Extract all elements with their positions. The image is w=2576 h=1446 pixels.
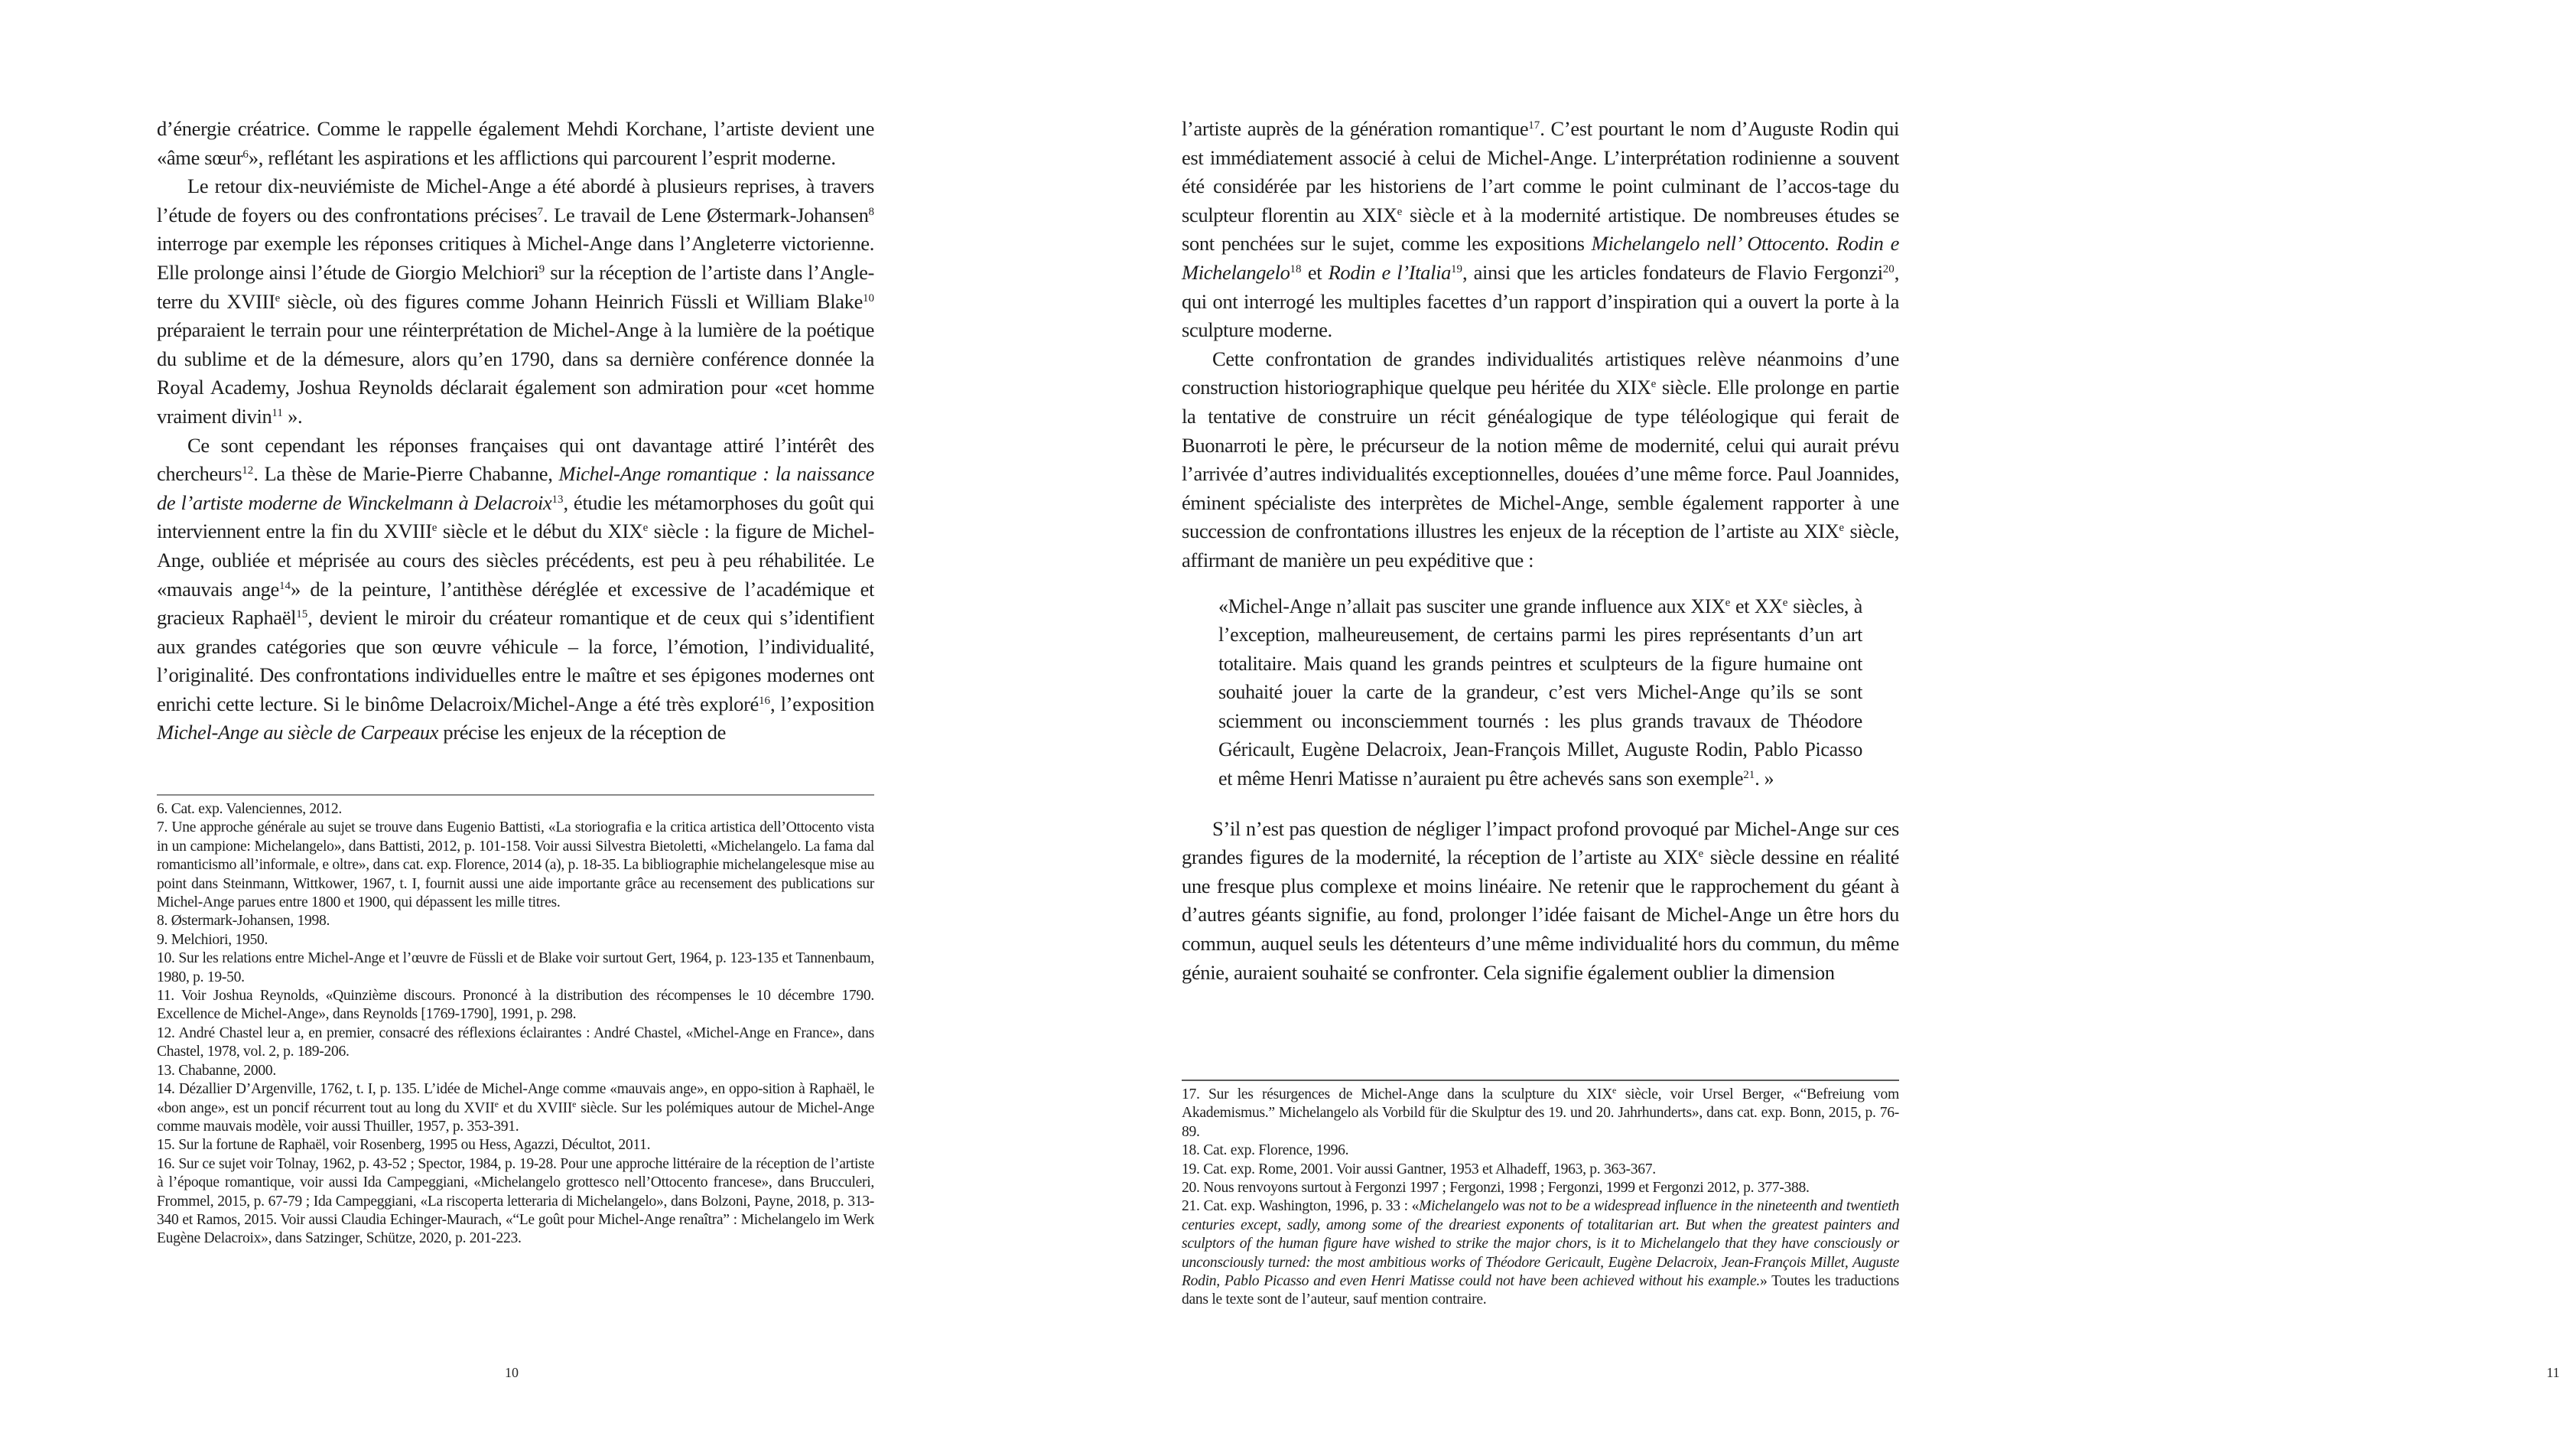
footnote: 10. Sur les relations entre Michel-Ange et l’œuvre de Füssli et de Blake voir surtout Gert, 1964, p. 123-135 et Tannenbaum, 1980, p. 19-50. xyxy=(157,950,874,985)
left-page xyxy=(0,0,1023,1446)
footnote-reference: e xyxy=(431,522,437,535)
footnote-reference: e xyxy=(1839,522,1845,535)
paragraph: l’artiste auprès de la génération romantique$^{17}$. C’est pourtant le nom d’Auguste Rodin qui est immédiatement associé à celui de Michel-Ange. L’interprétation rodinienne a souvent été considérée par les historiens de l’art comme le point culminant de l’accos-tage du sculpteur florentin au XIXe siècle et à la modernité artistique. De nombreuses études se sont penchées sur le sujet, comme les expositions Michelangelo nell’ Ottocento. Rodin e Michelangelo$^{18}$ et Rodin e l’Italia$^{19}$, ainsi que les articles fondateurs de Flavio Fergonzi$^{20}$, qui ont interrogé les multiples facettes d’un rapport d’inspiration qui a ouvert la porte à la sculpture moderne. xyxy=(1182,117,1900,342)
block-quote xyxy=(1218,592,1862,793)
paragraph: S’il n’est pas question de négliger l’impact profond provoqué par Michel-Ange sur ces grandes figures de la modernité, la réception de l’artiste au XIXe siècle dessine en réalité une fresque plus complexe et moins linéaire. Ne retenir que le rapprochement du géant à d’autres géants signifie, au fond, prolonger l’idée faisant de Michel-Ange un être hors du commun, auquel seuls les détenteurs d’une même individualité hors du commun, du même génie, auraient souhaité se confronter. Cela signifie également oublier la dimension xyxy=(1182,816,1899,984)
footnote-reference: 12 xyxy=(242,464,254,477)
footnote: 21. Cat. exp. Washington, 1996, p. 33 : «Michelangelo was not to be a widespread influence in the nineteenth and twentieth centuries except, sadly, among some of the dreariest exponents of totalitarian art. But when the greatest painters and sculptors of the human figure have wished to strike the major chors, is it to Michelangelo that they have consciously or unconsciously turned: the most ambitious works of Théodore Gericault, Eugène Delacroix, Jean-François Millet, Auguste Rodin, Pablo Picasso and even Henri Matisse could not have been achieved without his example.» Toutes les traductions dans le texte sont de l’auteur, sauf mention contraire. xyxy=(1182,1198,1899,1308)
footnote-reference: 18 xyxy=(1290,262,1302,275)
footnote-reference: 14 xyxy=(278,579,291,592)
footnote-reference: 16 xyxy=(758,694,770,707)
footnote-reference: e xyxy=(642,522,649,535)
page-number: 11 xyxy=(2546,1365,2560,1380)
right-body-text xyxy=(1182,115,1899,987)
left-footnotes xyxy=(157,800,874,1249)
footnote-reference: e xyxy=(572,1098,577,1109)
footnote: 6. Cat. exp. Valenciennes, 2012. xyxy=(157,801,342,817)
footnote: 17. Sur les résurgences de Michel-Ange dans la sculpture du XIXe siècle, voir Ursel Berger, «“Befreiung vom Akademismus.” Michelangelo als Vorbild für die Skulptur des 19. und 20. Jahrhunderts», dans cat. exp. Bonn, 2015, p. 76-89. xyxy=(1182,1085,1899,1140)
paragraph: Ce sont cependant les réponses françaises qui ont davantage attiré l’intérêt des chercheurs$^{12}$. La thèse de Marie-Pierre Chabanne, Michel-Ange romantique : la naissance de l’artiste moderne de Winckelmann à Delacroix$^{13}$, étudie les métamorphoses du goût qui interviennent entre la fin du XVIIIe siècle et le début du XIXe siècle : la figure de Michel-Ange, oubliée et méprisée au cours des siècles précédents, est peu à peu réhabilitée. Le «mauvais ange$^{14}$» de la peinture, l’antithèse déréglée et excessive de l’académique et gracieux Raphaël$^{15}$, devient le miroir du créateur romantique et de ceux qui s’identifient aux grandes catégories que son œuvre véhicule – la force, l’émotion, l’individualité, l’originalité. Des confrontations individuelles entre le maître et ses épigones modernes ont enrichi cette lecture. Si le binôme Delacroix/Michel-Ange a été très exploré$^{16}$, l’exposition Michel-Ange au siècle de Carpeaux précise les enjeux de la réception de xyxy=(157,433,875,744)
footnote-reference: 15 xyxy=(296,608,308,621)
page-number: 10 xyxy=(505,1365,519,1380)
footnote: 11. Voir Joshua Reynolds, «Quinzième discours. Prononcé à la distribution des récompenses le 10 décembre 1790. Excellence de Michel-Ange», dans Reynolds [1769-1790], 1991, p. 298. xyxy=(157,988,874,1023)
footnote-reference: 10 xyxy=(863,291,874,305)
footnote-reference: 6 xyxy=(242,148,249,161)
footnote: 14. Dézallier D’Argenville, 1762, t. I, p. 135. L’idée de Michel-Ange comme «mauvais ange», en oppo-sition à Raphaël, le «bon ange», est un poncif récurrent tout au long du XVIIe et du XVIIIe siècle. Sur les polémiques autour de Michel-Ange comme mauvais modèle, voir aussi Thuiller, 1957, p. 353-391. xyxy=(157,1081,874,1135)
footnote-reference: 8 xyxy=(868,205,874,218)
italic-title: Michel-Ange romantique : la naissance de l’artiste moderne de Winckelmann à Delacroix xyxy=(157,462,875,514)
footnote-reference: 21 xyxy=(1743,769,1755,782)
footnote: 19. Cat. exp. Rome, 2001. Voir aussi Gantner, 1953 et Alhadeff, 1963, p. 363-367. xyxy=(1182,1161,1656,1177)
footnote-separator xyxy=(1182,1080,1899,1081)
footnote: 18. Cat. exp. Florence, 1996. xyxy=(1182,1142,1349,1159)
footnote-reference: 17 xyxy=(1528,119,1540,132)
footnote-reference: 13 xyxy=(551,493,564,506)
quote-text: «Michel-Ange n’allait pas susciter une grande influence aux XIXe et XXe siècles, à l’exception, malheureusement, de certains parmi les pires représentants d’un art totalitaire. Mais quand les grands peintres et sculpteurs de la figure humaine ont souhaité jouer la carte de la grandeur, c’est vers Michel-Ange qu’ils se sont sciemment ou inconsciemment tournés : les plus grands travaux de Théodore Géricault, Eugène Delacroix, Jean-François Millet, Auguste Rodin, Pablo Picasso et même Henri Matisse n’auraient pu être achevés sans son exemple$^{21}$. » xyxy=(1218,594,1863,790)
paragraph: d’énergie créatrice. Comme le rappelle également Mehdi Korchane, l’artiste devient une «âme sœur$^6$», reflétant les aspirations et les afflictions qui parcourent l’esprit moderne. xyxy=(157,117,874,169)
italic-title: Michel-Ange au siècle de Carpeaux xyxy=(157,721,439,744)
footnote: 8. Østermark-Johansen, 1998. xyxy=(157,913,330,930)
italic-title: Michelangelo nell’ Ottocento. Rodin e Michelangelo xyxy=(1182,232,1899,284)
footnote-reference: e xyxy=(275,291,281,305)
footnote: 16. Sur ce sujet voir Tolnay, 1962, p. 43-52 ; Spector, 1984, p. 19-28. Pour une approche littéraire de la réception de l’artiste à l’époque romantique, voir aussi Ida Campeggiani, «Michelangelo grottesco nell’Ottocento francese», dans Brucculeri, Frommel, 2015, p. 67-79 ; Ida Campeggiani, «La riscoperta letteraria di Michelangelo», dans Bolzoni, Payne, 2018, p. 313-340 et Ramos, 2015. Voir aussi Claudia Echinger-Maurach, «“Le goût pour Michel-Ange renaîtra” : Michelangelo im Werk Eugène Delacroix», dans Satzinger, Schütze, 2020, p. 201-223. xyxy=(157,1155,874,1247)
paragraph: Cette confrontation de grandes individualités artistiques relève néanmoins d’une construction historiographique quelque peu héritée du XIXe siècle. Elle prolonge en partie la tentative de construire un récit généalogique de type téléologique qui ferait de Buonarroti le père, le précurseur de la notion même de modernité, celui qui aurait prévu l’arrivée d’autres individualités exceptionnelles, douées d’une même force. Paul Joannides, éminent spécialiste des interprètes de Michel-Ange, semble également rapporter à une succession de confrontations illustres les enjeux de la réception de l’artiste au XIXe siècle, affirmant de manière un peu expéditive que : xyxy=(1182,347,1899,572)
footnote-reference: 19 xyxy=(1451,262,1463,275)
footnote-reference: 7 xyxy=(537,205,544,218)
paragraphs-before-quote xyxy=(1182,115,1899,575)
footnote: 13. Chabanne, 2000. xyxy=(157,1062,276,1079)
footnote-reference: 20 xyxy=(1882,262,1895,275)
italic-title: Rodin e l’Italia xyxy=(1328,260,1452,284)
right-footnotes xyxy=(1182,1086,1899,1310)
footnote-reference: 9 xyxy=(538,262,545,275)
footnote-reference: 11 xyxy=(272,406,283,419)
footnote: 15. Sur la fortune de Raphaël, voir Rosenberg, 1995 ou Hess, Agazzi, Décultot, 2011. xyxy=(157,1137,651,1154)
footnote-reference: e xyxy=(1612,1085,1617,1096)
right-page xyxy=(1024,0,2560,1446)
footnote-reference: e xyxy=(1651,378,1657,391)
paragraphs-after-quote xyxy=(1182,815,1899,988)
footnote: 20. Nous renvoyons surtout à Fergonzi 1997 ; Fergonzi, 1998 ; Fergonzi, 1999 et Fergonzi 2012, p. 377-388. xyxy=(1182,1180,1810,1197)
footnote-reference: e xyxy=(1782,596,1788,609)
footnote: 9. Melchiori, 1950. xyxy=(157,931,268,948)
left-body-text xyxy=(157,115,874,747)
footnote-reference: e xyxy=(1698,848,1704,861)
paragraph: Le retour dix-neuviémiste de Michel-Ange a été abordé à plusieurs reprises, à travers l’étude de foyers ou des confrontations précises$^7$. Le travail de Lene Østermark-Johansen$^8$ interroge par exemple les réponses critiques à Michel-Ange dans l’Angleterre victorienne. Elle prolonge ainsi l’étude de Giorgio Melchiori$^9$ sur la réception de l’artiste dans l’Angle-terre du XVIIIe siècle, où des figures comme Johann Heinrich Füssli et William Blake$^{10}$ préparaient le terrain pour une réinterprétation de Michel-Ange à la lumière de la poétique du sublime et de la démesure, alors qu’en 1790, dans sa dernière conférence donnée la Royal Academy, Joshua Reynolds déclarait également son admiration pour «cet homme vraiment divin$^{11}$ ». xyxy=(157,174,875,428)
footnote-reference: e xyxy=(1725,596,1731,609)
italic-title: Michelangelo was not to be a widespread influence in the nineteenth and twentieth centuries except, sadly, among some of the dreariest exponents of totalitarian art. But when the greatest painters and sculptors of the human figure have wished to strike the major chors, is it to Michelangelo that they have consciously or unconsciously turned: the most ambitious works of Théodore Gericault, Eugène Delacroix, Jean-François Millet, Auguste Rodin, Pablo Picasso and even Henri Matisse could not have been achieved without his example. xyxy=(1182,1198,1899,1290)
footnote-reference: e xyxy=(1397,205,1403,218)
footnote-reference: e xyxy=(494,1098,499,1109)
footnote: 12. André Chastel leur a, en premier, consacré des réflexions éclairantes : André Chastel, «Michel-Ange en France», dans Chastel, 1978, vol. 2, p. 189-206. xyxy=(157,1024,874,1060)
footnote: 7. Une approche générale au sujet se trouve dans Eugenio Battisti, «La storiografia e la critica artistica dell’Ottocento vista in un campione: Michelangelo», dans Battisti, 2012, p. 101-158. Voir aussi Silvestra Bietoletti, «Michelangelo. La fama dal romanticismo all’informale, e oltre», dans cat. exp. Florence, 2014 (a), p. 18-35. La bibliographie michelangelesque mise au point dans Steinmann, Wittkower, 1967, t. I, fournit aussi une aide importante grâce au recensement des publications sur Michel-Ange parues entre 1800 et 1900, qui dépassent les mille titres. xyxy=(157,819,874,911)
footnote-separator xyxy=(157,794,874,796)
